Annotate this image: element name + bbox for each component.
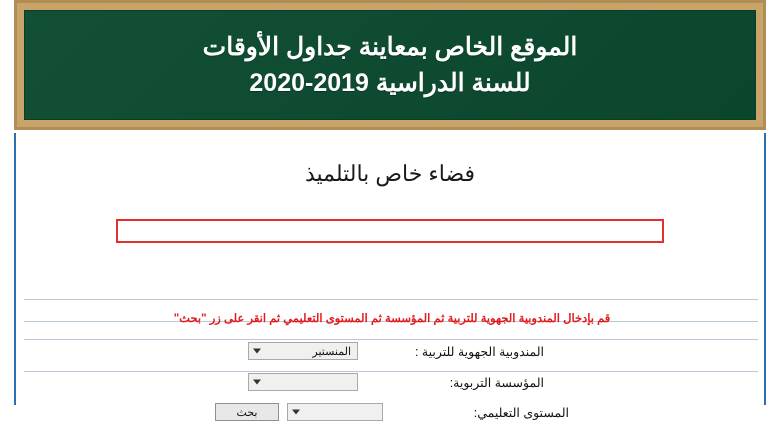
search-input-wrapper: [16, 219, 764, 243]
divider-4: [24, 371, 758, 372]
search-input[interactable]: [116, 219, 664, 243]
level-select[interactable]: [287, 403, 383, 421]
school-label: المؤسسة التربوية:: [449, 375, 544, 390]
divider-1: [24, 299, 758, 300]
form-row-level: [16, 403, 768, 421]
instruction-text: قم بإدخال المندوبية الجهوية للتربية ثم المؤسسة ثم المستوى التعليمي ثم انقر على زر "بحث": [173, 313, 611, 325]
chevron-down-icon: [253, 349, 261, 354]
form-row-school: [16, 373, 768, 391]
chevron-down-icon: [253, 380, 261, 385]
form-row-region: [16, 342, 768, 360]
level-label: المستوى التعليمي:: [473, 405, 569, 420]
school-select[interactable]: [248, 373, 358, 391]
search-button[interactable]: بحث: [215, 403, 279, 421]
region-label: المندوبية الجهوية للتربية :: [414, 344, 544, 359]
region-select[interactable]: [248, 342, 358, 360]
divider-3: [24, 339, 758, 340]
chevron-down-icon: [292, 410, 300, 415]
content-panel: [14, 133, 766, 420]
chalkboard-frame: [14, 0, 766, 130]
section-subtitle: فضاء خاص بالتلميذ: [304, 161, 476, 186]
page-title-line-1: الموقع الخاص بمعاينة جداول الأوقات: [202, 33, 578, 61]
region-select-value: المنستير: [312, 345, 351, 358]
page-title-line-2: للسنة الدراسية 2019-2020: [249, 69, 531, 97]
chalkboard: [24, 10, 756, 120]
